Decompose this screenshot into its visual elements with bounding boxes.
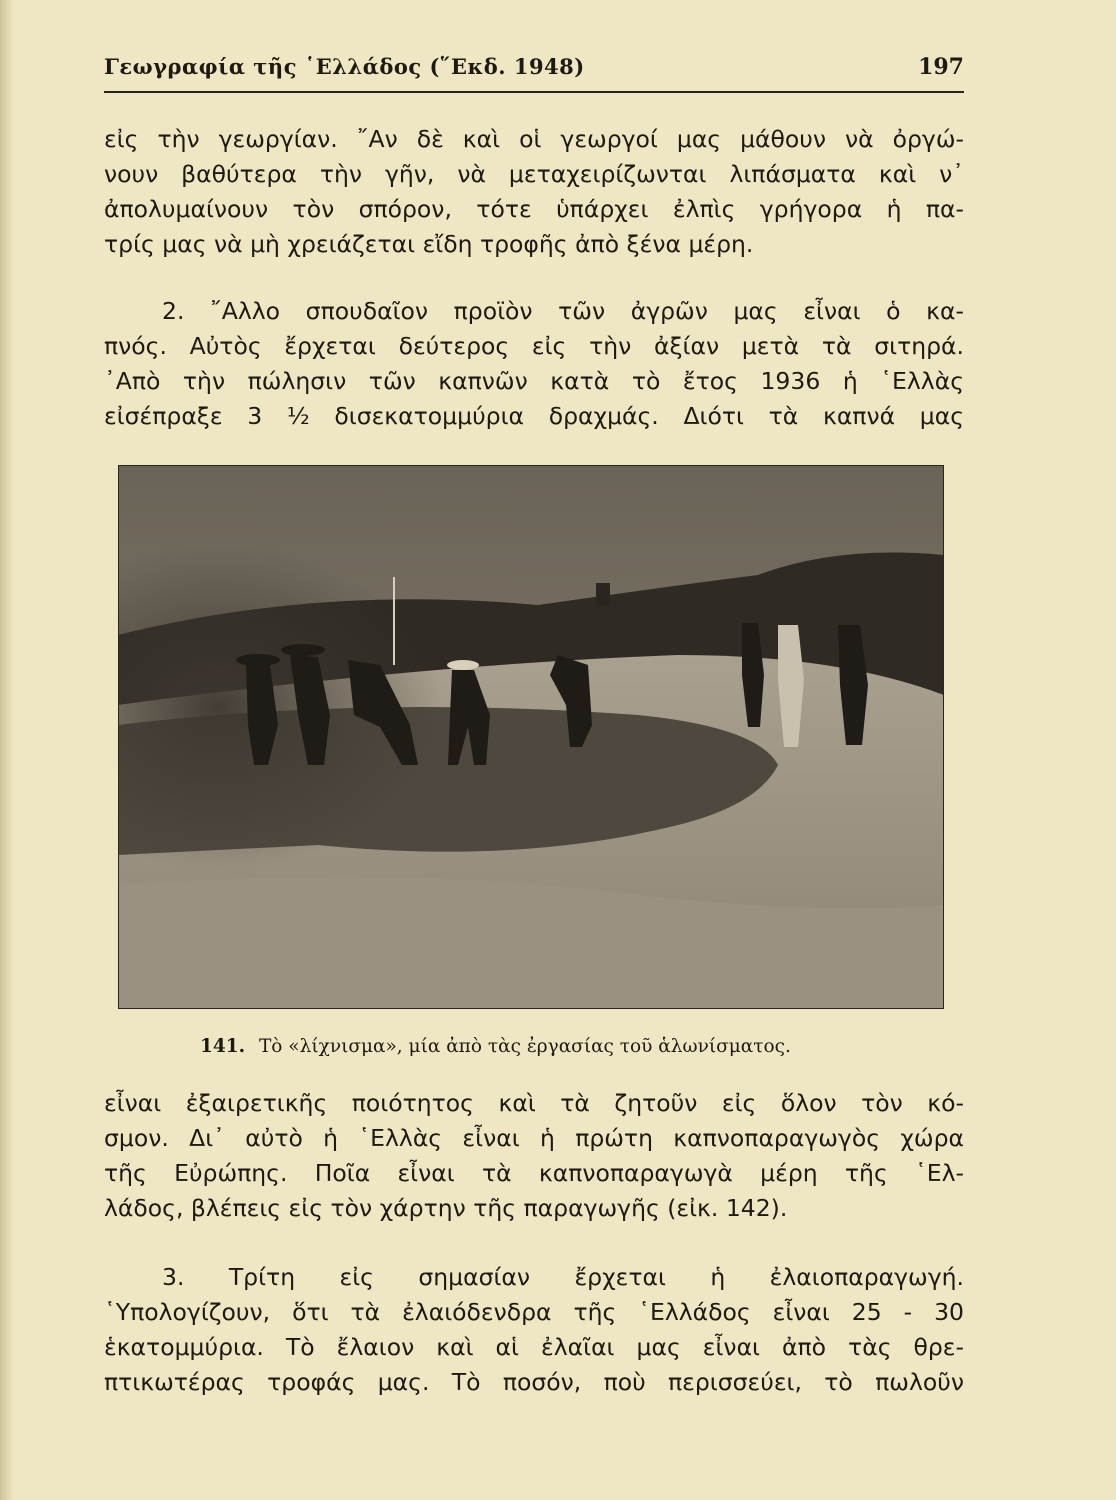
text-line: ῾Υπολογίζουν, ὅτι τὰ ἐλαιόδενδρα τῆς ῾Ελλάδος εἶναι 25 - 30	[104, 1298, 964, 1326]
page-edge-shadow	[0, 0, 14, 1500]
worker-hat	[447, 660, 479, 670]
paragraph-4	[104, 1260, 964, 1400]
text-line: ἑκατομμύρια. Τὸ ἔλαιον καὶ αἱ ἐλαῖαι μας εἶναι ἀπὸ τὰς θρε-	[104, 1333, 964, 1361]
header-rule	[104, 91, 964, 93]
worker-hat	[281, 644, 325, 656]
running-title: Γεωγραφία τῆς ῾Ελλάδος (῞Εκδ. 1948)	[104, 54, 585, 79]
text-line: πνός. Αὐτὸς ἔρχεται δεύτερος εἰς τὴν ἀξίαν μετὰ τὰ σιτηρά.	[104, 332, 964, 360]
text-line: 2. ῎Αλλο σπουδαῖον προϊὸν τῶν ἀγρῶν μας εἶναι ὁ κα-	[162, 297, 964, 325]
chaff-dust-cloud	[118, 545, 618, 905]
text-line: εἰσέπραξε 3 ½ δισεκατομμύρια δραχμάς. Διότι τὰ καπνά μας	[104, 402, 964, 430]
threshing-photograph	[118, 465, 944, 1009]
figure-caption	[200, 1036, 960, 1057]
paragraph-1	[104, 122, 964, 262]
text-line: ἀπολυμαίνουν τὸν σπόρον, τότε ὑπάρχει ἐλπὶς γρήγορα ἡ πα-	[104, 195, 964, 223]
paragraph-2	[104, 294, 964, 434]
text-line: 3. Τρίτη εἰς σημασίαν ἔρχεται ἡ ἐλαιοπαραγωγή.	[162, 1263, 964, 1291]
text-line: σμον. Δι᾽ αὐτὸ ἡ ῾Ελλὰς εἶναι ἡ πρώτη καπνοπαραγωγὸς χώρα	[104, 1124, 964, 1152]
text-line: ᾽Απὸ τὴν πώλησιν τῶν καπνῶν κατὰ τὸ ἔτος 1936 ἡ ῾Ελλὰς	[104, 367, 964, 395]
text-line: τρίς μας νὰ μὴ χρειάζεται εἴδη τροφῆς ἀπὸ ξένα μέρη.	[104, 230, 754, 258]
text-line: λάδος, βλέπεις εἰς τὸν χάρτην τῆς παραγωγῆς (εἰκ. 142).	[104, 1194, 788, 1222]
text-line: νουν βαθύτερα τὴν γῆν, νὰ μεταχειρίζωνται λιπάσματα καὶ ν᾽	[104, 160, 964, 188]
caption-number: 141.	[200, 1036, 246, 1057]
worker-hat	[236, 654, 280, 666]
caption-text: Τὸ «λίχνισμα», μία ἀπὸ τὰς ἐργασίας τοῦ ἁλωνίσματος.	[258, 1036, 791, 1057]
text-line: τῆς Εὐρώπης. Ποῖα εἶναι τὰ καπνοπαραγωγὰ μέρη τῆς ῾Ελ-	[104, 1159, 964, 1187]
text-line: εἶναι ἐξαιρετικῆς ποιότητος καὶ τὰ ζητοῦν εἰς ὅλον τὸν κό-	[104, 1089, 964, 1117]
running-header	[104, 54, 964, 88]
text-line: εἰς τὴν γεωργίαν. ῎Αν δὲ καὶ οἱ γεωργοί μας μάθουν νὰ ὀργώ-	[104, 125, 964, 153]
paragraph-3	[104, 1086, 964, 1226]
page-number: 197	[918, 54, 964, 80]
text-line: πτικωτέρας τροφάς μας. Τὸ ποσόν, ποὺ περισσεύει, τὸ πωλοῦν	[104, 1368, 964, 1396]
